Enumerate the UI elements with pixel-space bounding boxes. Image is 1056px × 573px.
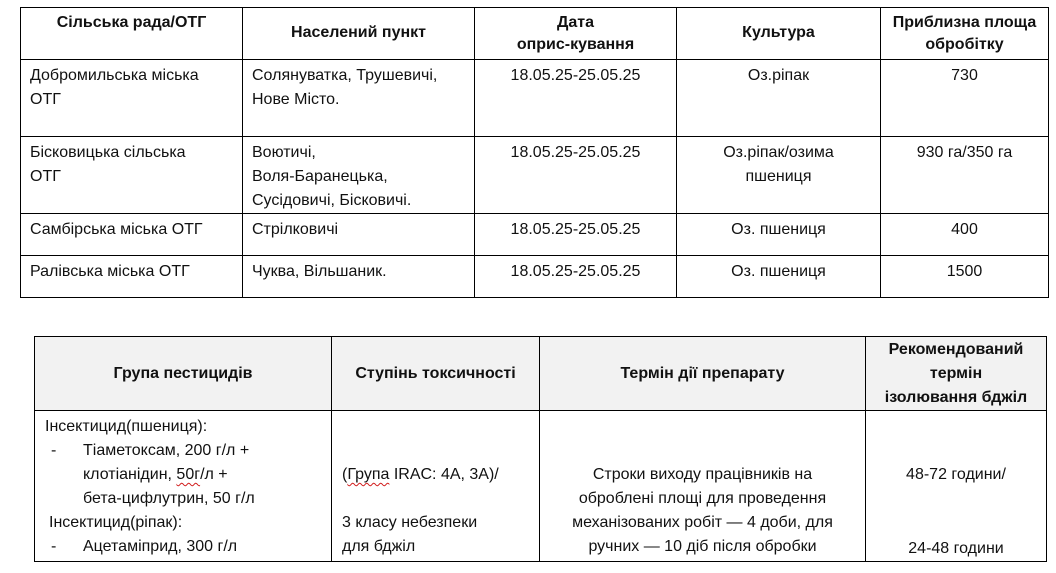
table-header-row bbox=[21, 8, 1049, 60]
settlement-line: Стрілковичі bbox=[252, 221, 339, 238]
cell-area bbox=[881, 256, 1049, 298]
cell-settlements bbox=[243, 214, 475, 256]
area-value: 400 bbox=[951, 221, 978, 238]
crop-line: пшениця bbox=[745, 168, 812, 185]
term-line: механізованих робіт — 4 доби, для bbox=[572, 514, 833, 531]
settlement-line: Воля-Баранецька, bbox=[252, 168, 388, 185]
settlement-line: Воютичі, bbox=[252, 144, 316, 161]
toxicity-group-line bbox=[342, 463, 539, 487]
area-value: 1500 bbox=[946, 263, 983, 280]
header-date-label-line2: оприс-кування bbox=[516, 36, 635, 53]
header-isolation-line3: ізолювання бджіл bbox=[884, 388, 1028, 406]
header-isolation-line1: Рекомендований bbox=[888, 340, 1024, 358]
header-settlement-label: Населений пункт bbox=[291, 24, 426, 41]
settlement-line: Сусідовичі, Бісковичі. bbox=[252, 192, 412, 209]
settlement-line: Нове Місто. bbox=[252, 91, 340, 108]
wheat-ingredient-line: бета-цифлутрин, 50 г/л bbox=[83, 490, 255, 507]
list-dash: - bbox=[51, 442, 57, 459]
table-row bbox=[21, 256, 1049, 298]
cell-council bbox=[21, 137, 243, 214]
spellcheck-underlined-word: 50г bbox=[176, 466, 201, 483]
cell-settlements bbox=[243, 256, 475, 298]
rapeseed-ingredient-line: Ацетаміприд, 300 г/л bbox=[83, 538, 238, 555]
term-line: ручних — 10 діб після обробки bbox=[588, 538, 817, 555]
header-crop-label: Культура bbox=[742, 24, 815, 41]
cell-crop bbox=[677, 214, 881, 256]
cell-council bbox=[21, 214, 243, 256]
header-toxicity-label: Ступінь токсичності bbox=[355, 364, 516, 382]
header-isolation-line2: термін bbox=[929, 364, 983, 382]
header-area-label-line2: обробітку bbox=[925, 36, 1004, 53]
council-line: Бісковицька сільська bbox=[30, 144, 186, 161]
header-term bbox=[540, 337, 866, 411]
header-date bbox=[475, 8, 677, 60]
cell-date bbox=[475, 137, 677, 214]
table-row bbox=[21, 214, 1049, 256]
header-date-label-line1: Дата bbox=[556, 14, 595, 31]
list-item-continuation bbox=[45, 463, 331, 487]
toxicity-class-line: для бджіл bbox=[342, 538, 416, 555]
cell-isolation bbox=[866, 411, 1047, 562]
header-isolation bbox=[866, 337, 1047, 411]
settlement-line: Солянуватка, Трушевичі, bbox=[252, 67, 438, 84]
wheat-ingredient-part: /л + bbox=[200, 466, 228, 483]
pesticide-info-table bbox=[34, 336, 1047, 562]
header-pesticide-group bbox=[35, 337, 332, 411]
header-crop bbox=[677, 8, 881, 60]
header-term-label: Термін дії препарату bbox=[620, 364, 785, 382]
spraying-schedule-table bbox=[20, 7, 1049, 298]
crop-line: Оз. пшениця bbox=[731, 221, 826, 238]
council-line: Ралівська міська ОТГ bbox=[30, 263, 190, 280]
wheat-ingredient-line: Тіаметоксам, 200 г/л + bbox=[83, 442, 250, 459]
header-area-label-line1: Приблизна площа bbox=[892, 14, 1037, 31]
council-line: Добромильська міська bbox=[30, 67, 199, 84]
crop-line: Оз.ріпак/озима bbox=[723, 144, 834, 161]
toxicity-class-line: 3 класу небезпеки bbox=[342, 514, 478, 531]
cell-crop bbox=[677, 137, 881, 214]
isolation-line: 48-72 години/ bbox=[906, 466, 1006, 483]
list-dash: - bbox=[51, 538, 57, 555]
cell-settlements bbox=[243, 60, 475, 137]
cell-council bbox=[21, 256, 243, 298]
cell-area bbox=[881, 137, 1049, 214]
table-header-row bbox=[35, 337, 1047, 411]
term-line: Строки виходу працівників на bbox=[592, 466, 813, 483]
spellcheck-underlined-word: Група bbox=[347, 466, 390, 483]
insecticide-rapeseed-label: Інсектицид(ріпак): bbox=[49, 514, 183, 531]
date-value: 18.05.25-25.05.25 bbox=[510, 144, 641, 161]
list-item bbox=[45, 439, 331, 463]
cell-settlements bbox=[243, 137, 475, 214]
date-value: 18.05.25-25.05.25 bbox=[510, 221, 641, 238]
settlement-line: Чуква, Вільшаник. bbox=[252, 263, 387, 280]
cell-crop bbox=[677, 60, 881, 137]
header-settlement bbox=[243, 8, 475, 60]
cell-area bbox=[881, 214, 1049, 256]
toxicity-text-part: IRAC: 4А, 3А)/ bbox=[389, 466, 499, 483]
crop-line: Оз.ріпак bbox=[747, 67, 810, 84]
header-council bbox=[21, 8, 243, 60]
council-line: ОТГ bbox=[30, 91, 61, 108]
header-toxicity bbox=[332, 337, 540, 411]
cell-area bbox=[881, 60, 1049, 137]
cell-date bbox=[475, 60, 677, 137]
header-area bbox=[881, 8, 1049, 60]
cell-term bbox=[540, 411, 866, 562]
list-item-continuation bbox=[45, 487, 331, 511]
area-value: 730 bbox=[951, 67, 978, 84]
cell-pesticide-group bbox=[35, 411, 332, 562]
table-row bbox=[21, 137, 1049, 214]
cell-crop bbox=[677, 256, 881, 298]
crop-line: Оз. пшениця bbox=[731, 263, 826, 280]
term-line: оброблені площі для проведення bbox=[578, 490, 827, 507]
council-line: Самбірська міська ОТГ bbox=[30, 221, 203, 238]
cell-toxicity bbox=[332, 411, 540, 562]
toxicity-text-part: ( bbox=[342, 466, 348, 483]
cell-date bbox=[475, 214, 677, 256]
header-pesticide-group-label: Група пестицидів bbox=[113, 364, 253, 382]
council-line: ОТГ bbox=[30, 168, 61, 185]
isolation-line: 24-48 години bbox=[908, 540, 1004, 557]
date-value: 18.05.25-25.05.25 bbox=[510, 67, 641, 84]
wheat-ingredient-part: клотіанідин, bbox=[83, 466, 177, 483]
table-row bbox=[35, 411, 1047, 562]
area-value: 930 га/350 га bbox=[916, 144, 1013, 161]
list-item bbox=[45, 535, 331, 559]
header-council-label: Сільська рада/ОТГ bbox=[56, 14, 207, 31]
table-row bbox=[21, 60, 1049, 137]
insecticide-wheat-label: Інсектицид(пшениця): bbox=[45, 418, 208, 435]
cell-council bbox=[21, 60, 243, 137]
cell-date bbox=[475, 256, 677, 298]
date-value: 18.05.25-25.05.25 bbox=[510, 263, 641, 280]
